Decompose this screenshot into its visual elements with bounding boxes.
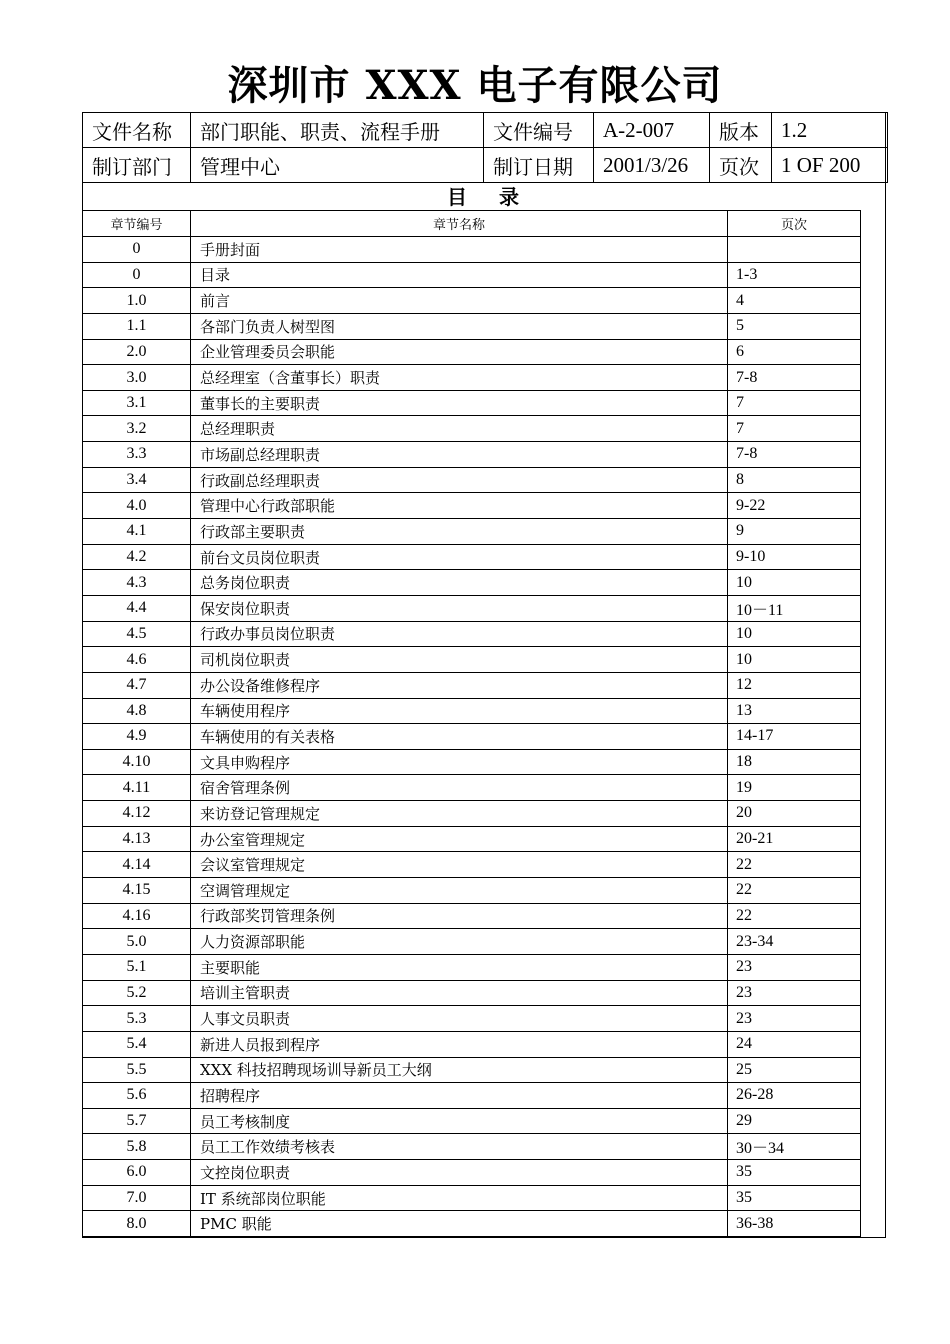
- toc-chapter-name: 行政部奖罚管理条例: [191, 903, 728, 929]
- toc-chapter-no: 1.0: [83, 288, 191, 314]
- toc-page: 7-8: [728, 365, 861, 391]
- toc-chapter-no: 4.4: [83, 595, 191, 621]
- toc-chapter-no: 7.0: [83, 1185, 191, 1211]
- toc-page: 1-3: [728, 262, 861, 288]
- toc-chapter-name: 车辆使用程序: [191, 698, 728, 724]
- toc-chapter-name: 行政部主要职责: [191, 519, 728, 545]
- toc-page: 10: [728, 621, 861, 647]
- toc-col-chapter-name: 章节名称: [191, 211, 728, 237]
- toc-chapter-no: 4.10: [83, 749, 191, 775]
- toc-chapter-name: 主要职能: [191, 954, 728, 980]
- toc-chapter-no: 4.5: [83, 621, 191, 647]
- toc-row: [83, 801, 861, 827]
- toc-chapter-name: 手册封面: [191, 237, 728, 263]
- toc-row: [83, 313, 861, 339]
- toc-page: 23-34: [728, 929, 861, 955]
- toc-chapter-no: 3.4: [83, 467, 191, 493]
- toc-row: [83, 595, 861, 621]
- toc-row: [83, 903, 861, 929]
- toc-chapter-name: 人事文员职责: [191, 1006, 728, 1032]
- toc-page: 18: [728, 749, 861, 775]
- toc-chapter-name: 新进人员报到程序: [191, 1031, 728, 1057]
- toc-chapter-no: 8.0: [83, 1211, 191, 1237]
- toc-chapter-no: 4.12: [83, 801, 191, 827]
- header-row-2: [83, 148, 888, 183]
- toc-chapter-name: 行政副总经理职责: [191, 467, 728, 493]
- toc-chapter-name: 保安岗位职责: [191, 595, 728, 621]
- toc-page: 20: [728, 801, 861, 827]
- toc-row: [83, 724, 861, 750]
- toc-page: 9-10: [728, 544, 861, 570]
- toc-page: 10－11: [728, 595, 861, 621]
- toc-col-page: 页次: [728, 211, 861, 237]
- page-label: 页次: [710, 148, 772, 183]
- toc-row: [83, 775, 861, 801]
- toc-page: 14-17: [728, 724, 861, 750]
- toc-page: 9: [728, 519, 861, 545]
- toc-row: [83, 647, 861, 673]
- toc-row: [83, 519, 861, 545]
- toc-page: 22: [728, 903, 861, 929]
- toc-chapter-no: 5.5: [83, 1057, 191, 1083]
- toc-page: 35: [728, 1185, 861, 1211]
- toc-page: 19: [728, 775, 861, 801]
- toc-title: [82, 184, 886, 210]
- toc-chapter-name: 总务岗位职责: [191, 570, 728, 596]
- toc-row: [83, 878, 861, 904]
- page-value: 1 OF 200: [772, 148, 888, 183]
- toc-chapter-no: 4.8: [83, 698, 191, 724]
- toc-row: [83, 852, 861, 878]
- toc-row: [83, 1185, 861, 1211]
- toc-chapter-name: IT 系统部岗位职能: [191, 1185, 728, 1211]
- toc-page: 10: [728, 647, 861, 673]
- toc-chapter-no: 0: [83, 237, 191, 263]
- toc-chapter-name: 招聘程序: [191, 1083, 728, 1109]
- toc-chapter-no: 5.8: [83, 1134, 191, 1160]
- toc-chapter-name: 行政办事员岗位职责: [191, 621, 728, 647]
- toc-page: [728, 237, 861, 263]
- toc-chapter-no: 4.15: [83, 878, 191, 904]
- toc-chapter-name: 市场副总经理职责: [191, 442, 728, 468]
- toc-page: 6: [728, 339, 861, 365]
- toc-row: [83, 1134, 861, 1160]
- toc-chapter-no: 3.2: [83, 416, 191, 442]
- toc-chapter-no: 6.0: [83, 1160, 191, 1186]
- toc-page: 20-21: [728, 826, 861, 852]
- toc-row: [83, 980, 861, 1006]
- toc-row: [83, 1211, 861, 1237]
- toc-row: [83, 749, 861, 775]
- toc-table: [82, 210, 861, 1237]
- header-row-1: [83, 113, 888, 148]
- toc-page: 36-38: [728, 1211, 861, 1237]
- toc-chapter-no: 4.3: [83, 570, 191, 596]
- toc-chapter-name: 培训主管职责: [191, 980, 728, 1006]
- toc-chapter-no: 5.3: [83, 1006, 191, 1032]
- toc-row: [83, 288, 861, 314]
- date-value: 2001/3/26: [594, 148, 710, 183]
- toc-row: [83, 1006, 861, 1032]
- toc-page: 7: [728, 390, 861, 416]
- toc-page: 24: [728, 1031, 861, 1057]
- toc-chapter-no: 5.0: [83, 929, 191, 955]
- toc-row: [83, 237, 861, 263]
- toc-page: 25: [728, 1057, 861, 1083]
- toc-chapter-no: 5.7: [83, 1108, 191, 1134]
- toc-chapter-name: 总经理职责: [191, 416, 728, 442]
- toc-chapter-name: 宿舍管理条例: [191, 775, 728, 801]
- toc-row: [83, 570, 861, 596]
- toc-chapter-no: 5.4: [83, 1031, 191, 1057]
- toc-row: [83, 262, 861, 288]
- toc-title-char-2: 录: [499, 185, 521, 209]
- toc-chapter-no: 4.9: [83, 724, 191, 750]
- toc-page: 29: [728, 1108, 861, 1134]
- toc-chapter-name: 员工考核制度: [191, 1108, 728, 1134]
- toc-row: [83, 826, 861, 852]
- toc-chapter-no: 2.0: [83, 339, 191, 365]
- toc-chapter-name: 会议室管理规定: [191, 852, 728, 878]
- toc-page: 23: [728, 1006, 861, 1032]
- toc-row: [83, 467, 861, 493]
- toc-row: [83, 416, 861, 442]
- toc-chapter-no: 4.13: [83, 826, 191, 852]
- toc-page: 4: [728, 288, 861, 314]
- toc-row: [83, 1031, 861, 1057]
- toc-page: 30－34: [728, 1134, 861, 1160]
- toc-chapter-no: 4.1: [83, 519, 191, 545]
- toc-chapter-name: 文具申购程序: [191, 749, 728, 775]
- toc-chapter-name: 目录: [191, 262, 728, 288]
- toc-page: 26-28: [728, 1083, 861, 1109]
- doc-name-value: 部门职能、职责、流程手册: [191, 113, 484, 148]
- toc-chapter-name: 办公设备维修程序: [191, 672, 728, 698]
- toc-page: 23: [728, 980, 861, 1006]
- dept-value: 管理中心: [191, 148, 484, 183]
- toc-chapter-no: 3.3: [83, 442, 191, 468]
- toc-chapter-name: 董事长的主要职责: [191, 390, 728, 416]
- toc-chapter-no: 4.11: [83, 775, 191, 801]
- dept-label: 制订部门: [83, 148, 191, 183]
- document-header-table: [82, 112, 888, 183]
- toc-chapter-no: 4.6: [83, 647, 191, 673]
- toc-page: 23: [728, 954, 861, 980]
- toc-chapter-no: 1.1: [83, 313, 191, 339]
- toc-page: 9-22: [728, 493, 861, 519]
- toc-page: 8: [728, 467, 861, 493]
- toc-header-row: [83, 211, 861, 237]
- version-label: 版本: [710, 113, 772, 148]
- toc-page: 10: [728, 570, 861, 596]
- toc-chapter-no: 4.0: [83, 493, 191, 519]
- toc-chapter-name: 人力资源部职能: [191, 929, 728, 955]
- toc-chapter-name: PMC 职能: [191, 1211, 728, 1237]
- toc-chapter-no: 4.16: [83, 903, 191, 929]
- toc-chapter-name: 前台文员岗位职责: [191, 544, 728, 570]
- toc-body: [83, 237, 861, 1237]
- toc-chapter-name: 车辆使用的有关表格: [191, 724, 728, 750]
- toc-row: [83, 442, 861, 468]
- toc-row: [83, 1083, 861, 1109]
- toc-chapter-name: 企业管理委员会职能: [191, 339, 728, 365]
- toc-row: [83, 339, 861, 365]
- document-title: 深圳市 XXX 电子有限公司: [227, 62, 723, 109]
- toc-title-char-1: 目: [447, 185, 469, 209]
- toc-page: 7-8: [728, 442, 861, 468]
- toc-chapter-name: 司机岗位职责: [191, 647, 728, 673]
- toc-chapter-no: 5.2: [83, 980, 191, 1006]
- toc-row: [83, 390, 861, 416]
- toc-page: 22: [728, 852, 861, 878]
- toc-page: 35: [728, 1160, 861, 1186]
- toc-col-chapter-no: 章节编号: [83, 211, 191, 237]
- toc-chapter-no: 4.7: [83, 672, 191, 698]
- toc-row: [83, 621, 861, 647]
- toc-chapter-name: 总经理室（含董事长）职责: [191, 365, 728, 391]
- toc-row: [83, 544, 861, 570]
- toc-row: [83, 954, 861, 980]
- toc-row: [83, 365, 861, 391]
- toc-row: [83, 493, 861, 519]
- toc-chapter-no: 5.1: [83, 954, 191, 980]
- doc-name-label: 文件名称: [83, 113, 191, 148]
- toc-chapter-no: 5.6: [83, 1083, 191, 1109]
- toc-chapter-name: 空调管理规定: [191, 878, 728, 904]
- toc-page: 13: [728, 698, 861, 724]
- toc-chapter-name: 来访登记管理规定: [191, 801, 728, 827]
- toc-row: [83, 1108, 861, 1134]
- toc-chapter-no: 3.1: [83, 390, 191, 416]
- version-value: 1.2: [772, 113, 888, 148]
- toc-page: 22: [728, 878, 861, 904]
- toc-chapter-no: 4.2: [83, 544, 191, 570]
- toc-chapter-name: XXX 科技招聘现场训导新员工大纲: [191, 1057, 728, 1083]
- toc-chapter-name: 管理中心行政部职能: [191, 493, 728, 519]
- toc-row: [83, 1057, 861, 1083]
- toc-chapter-name: 文控岗位职责: [191, 1160, 728, 1186]
- toc-page: 5: [728, 313, 861, 339]
- toc-chapter-no: 0: [83, 262, 191, 288]
- toc-row: [83, 672, 861, 698]
- toc-chapter-name: 前言: [191, 288, 728, 314]
- date-label: 制订日期: [484, 148, 594, 183]
- toc-chapter-name: 员工工作效绩考核表: [191, 1134, 728, 1160]
- toc-row: [83, 1160, 861, 1186]
- toc-chapter-name: 各部门负责人树型图: [191, 313, 728, 339]
- toc-row: [83, 929, 861, 955]
- doc-no-label: 文件编号: [484, 113, 594, 148]
- toc-row: [83, 698, 861, 724]
- toc-page: 7: [728, 416, 861, 442]
- toc-page: 12: [728, 672, 861, 698]
- toc-chapter-no: 3.0: [83, 365, 191, 391]
- toc-chapter-no: 4.14: [83, 852, 191, 878]
- toc-chapter-name: 办公室管理规定: [191, 826, 728, 852]
- doc-no-value: A-2-007: [594, 113, 710, 148]
